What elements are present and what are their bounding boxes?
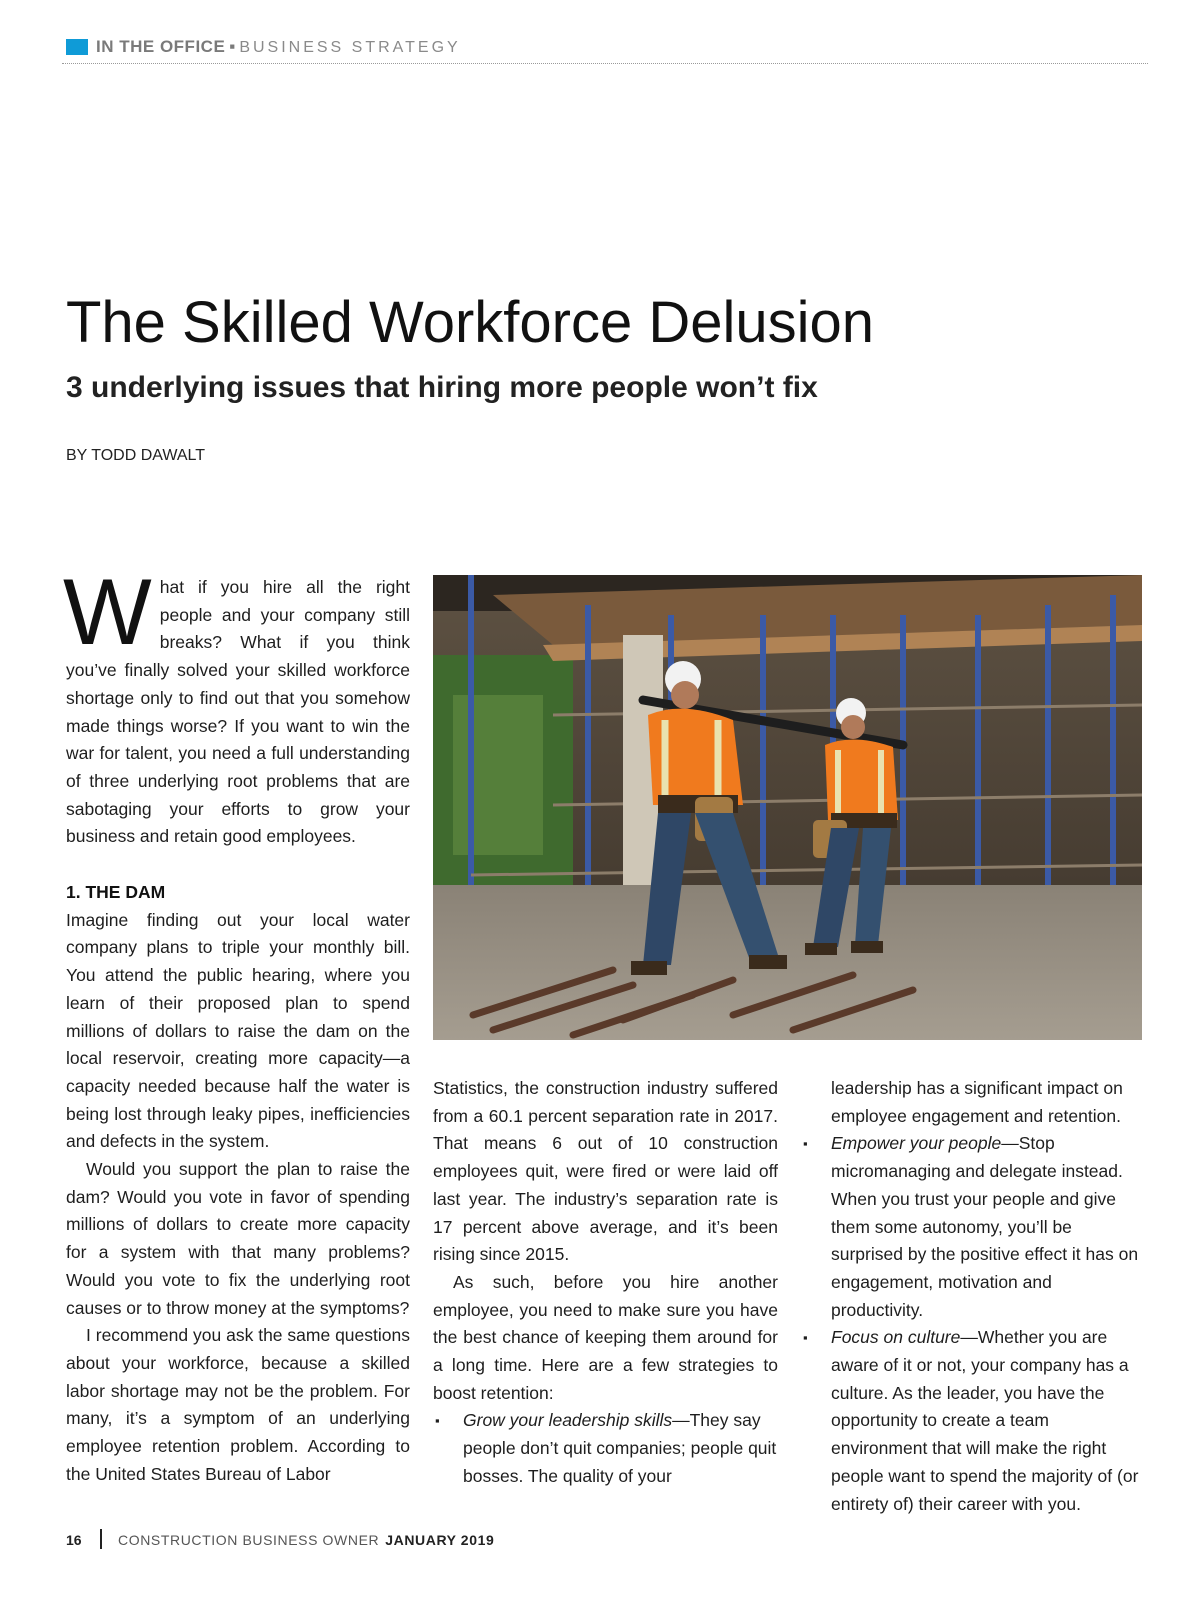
- page-footer: [66, 1530, 494, 1554]
- publication-name: CONSTRUCTION BUSINESS OWNER: [118, 1532, 380, 1548]
- section-label: [96, 36, 461, 59]
- bullet-title: Empower your people: [831, 1133, 1002, 1154]
- article-column-1: [63, 559, 410, 1489]
- page-number: 16: [66, 1532, 82, 1548]
- footer-divider: [100, 1529, 102, 1549]
- article-byline: BY TODD DAWALT: [66, 447, 205, 464]
- bullet-item-culture: [801, 1324, 1141, 1518]
- intro-text: hat if you hire all the right people and your company still breaks? What if you think you’ve finally solved your skilled workforce shortage only to find out that you somehow made things worse? If you want to win the war for talent, you need a full understanding of three underlying root problems that are sabotaging your efforts to grow your business and retain good employees.: [66, 577, 410, 847]
- article-column-3: [803, 1075, 1141, 1518]
- bullet-title: Focus on culture: [831, 1327, 961, 1348]
- section-header: [62, 36, 1148, 66]
- bullet-item-leadership: [433, 1407, 778, 1490]
- header-divider: [62, 63, 1148, 64]
- body-paragraph: As such, before you hire another employee, you need to make sure you have the best chance of keeping them around for a long time. Here are a few strategies to boost retention:: [433, 1271, 778, 1403]
- section-separator: ▪: [229, 37, 236, 56]
- bullet-text: —They say people don’t quit companies; people quit bosses. The quality of your: [463, 1410, 777, 1486]
- body-paragraph: I recommend you ask the same questions about your workforce, because a skilled labor shortage may not be the problem. For many, it’s a symptom of an underlying employee retention problem. According to the United States Bureau of Labor: [66, 1325, 410, 1484]
- bullet-item-leadership-continued: [831, 1075, 1141, 1130]
- photo-illustration: [433, 575, 1142, 1040]
- body-paragraph: Statistics, the construction industry suffered from a 60.1 percent separation rate in 2017. That means 6 out of 10 construction employees quit, were fired or were laid off last year. The industry’s separation rate is 17 percent above average, and it’s been rising since 2015.: [433, 1078, 778, 1265]
- bullet-text: leadership has a significant impact on employee engagement and retention.: [831, 1078, 1123, 1126]
- bullet-square-icon: ▪: [803, 1330, 808, 1346]
- article-subtitle: 3 underlying issues that hiring more people won’t fix: [66, 371, 818, 404]
- issue-date: JANUARY 2019: [385, 1532, 495, 1548]
- retention-strategy-list: [433, 1407, 778, 1490]
- body-paragraph: Would you support the plan to raise the dam? Would you vote in favor of spending millions of dollars to create more capacity for a system with that many problems? Would you vote to fix the underlying root causes or to throw money at the symptoms?: [66, 1159, 410, 1318]
- intro-paragraph: [63, 559, 410, 851]
- body-paragraph: Imagine finding out your local water company plans to triple your monthly bill. You attend the public hearing, where you learn of their proposed plan to spend millions of dollars to raise the dam on the local reservoir, creating more capacity—a capacity needed because half the water is being lost through leaky pipes, inefficiencies and defects in the system.: [66, 909, 410, 1152]
- bullet-text: —Whether you are aware of it or not, your company has a culture. As the leader, you have the opportunity to create a team environment that will make the right people want to spend the majority of (or entirety of) their career with you.: [831, 1327, 1139, 1514]
- article-title: The Skilled Workforce Delusion: [66, 290, 875, 355]
- drop-cap: W: [63, 559, 152, 664]
- bullet-title: Grow your leadership skills: [463, 1410, 673, 1431]
- bullet-text: —Stop micromanaging and delegate instead. When you trust your people and give them some autonomy, you’ll be surprised by the positive effect it has on engagement, motivation and productivity.: [831, 1133, 1139, 1320]
- bullet-item-empower: [801, 1130, 1141, 1324]
- article-column-2: [433, 1075, 778, 1491]
- section-heading-the-dam: 1. THE DAM: [66, 882, 166, 903]
- section-name: IN THE OFFICE: [96, 37, 226, 56]
- bullet-square-icon: ▪: [803, 1136, 808, 1152]
- retention-strategy-list-continued: [803, 1075, 1141, 1518]
- construction-workers-photo: [433, 575, 1142, 1040]
- bullet-square-icon: ▪: [435, 1413, 440, 1429]
- subsection-name: BUSINESS STRATEGY: [239, 39, 461, 56]
- section-color-block: [66, 39, 88, 55]
